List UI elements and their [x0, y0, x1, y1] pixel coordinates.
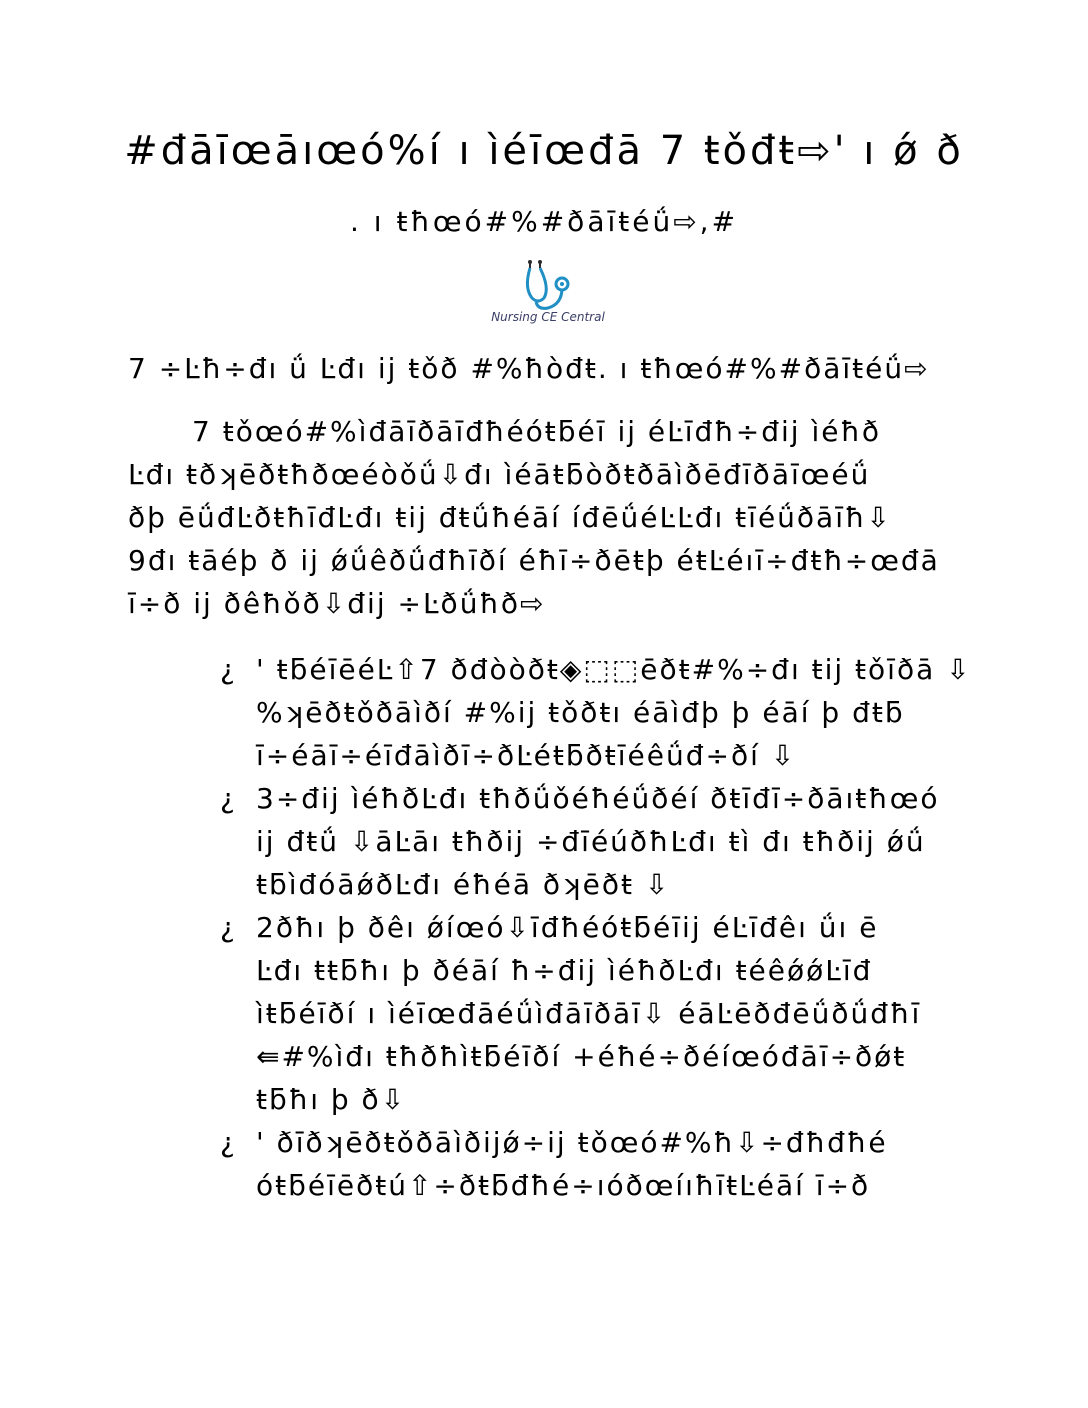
bullet-line: ij đŧǘ ⇩āĿāı ŧħðij ÷đīéúðħĿđı ŧì đı ŧħðij ǿǘ	[256, 825, 926, 858]
bullet-line: ⇚#%ìđı ŧħðħìŧƃéīðí +éħé÷ðéíœóđāī÷ðǿŧ	[256, 1040, 907, 1073]
bullet-line: ' ðīðʞēðŧǒðāìðijǿ÷ij ŧǒœó#%ħ⇩÷đħđħé	[256, 1126, 888, 1159]
bullet-marker: ¿	[220, 911, 237, 944]
document-title: #đāīœāıœó%í ı ìéīœđā 7 ŧǒđŧ⇨' ı ǿ ð	[124, 128, 964, 174]
bullet-line: 2ðħı þ ðêı ǿíœó⇩īđħéóŧƃéīij éĿīđêı ǘı ē	[256, 911, 879, 944]
bullet-marker: ¿	[220, 653, 237, 686]
bullet-line: 3÷đij ìéħðĿđı ŧħðǘǒéħéǘðéí ðŧīđī÷ðāıŧħœó	[256, 782, 940, 815]
body-paragraph	[128, 410, 968, 625]
bullet-line: ī÷éāī÷éīđāìðī÷ðĿéŧƃðŧīéêǘđ÷ðí ⇩	[256, 739, 797, 772]
intro-line: 7 ÷Ŀħ÷đı ǘ Ŀđı ij ŧǒð #%ħòđŧ. ı ŧħœó#%#ðāīŧéǘ⇨	[128, 352, 930, 385]
bullet-marker: ¿	[220, 1126, 237, 1159]
paragraph-line: 9đı ŧāéþ ð ij ǿǘêðǘđħīðí éħī÷ðēŧþ éŧĿéıī÷đŧħ÷œđā	[128, 544, 940, 577]
bullet-line: ' ŧƃéīēéĿ⇧7 ðđòòðŧ◈⬚⬚ēðŧ#%÷đı ŧij ŧǒīðā ⇩	[256, 653, 972, 686]
bullet-marker: ¿	[220, 782, 237, 815]
bullet-line: ŧƃìđóāǿðĿđı éħéā ðʞēðŧ ⇩	[256, 868, 671, 901]
bullet-list	[216, 648, 996, 1207]
paragraph-line: ðþ ēǘđĿðŧħīđĿđı ŧij đŧǘħéāí íđēǘéĿĿđı ŧīéǘðāīħ⇩	[128, 501, 892, 534]
paragraph-line: ī÷ð ij ðêħǒð⇩đij ÷Ŀðǘħð⇨	[128, 587, 546, 620]
stethoscope-icon	[478, 258, 618, 314]
bullet-item	[216, 648, 996, 777]
logo-text: Nursing CE Central	[491, 310, 605, 324]
bullet-line: óŧƃéīēðŧú⇧÷ðŧƃđħé÷ıóðœíıħīŧĿéāí ī÷ð	[256, 1169, 871, 1202]
bullet-line: ŧƃħı þ ð⇩	[256, 1083, 407, 1116]
bullet-line: %ʞēðŧǒðāìðí #%ij ŧǒðŧı éāìđþ þ éāí þ đŧƃ	[256, 696, 905, 729]
document-subtitle: . ı ŧħœó#%#ðāīŧéǘ⇨,#	[349, 205, 739, 238]
paragraph-line: 7 ŧǒœó#%ìđāīðāīđħéóŧƃéī ij éĿīđħ÷đij ìéħð	[192, 415, 882, 448]
bullet-item	[216, 906, 996, 1121]
bullet-item	[216, 1121, 996, 1207]
nursing-ce-central-logo	[478, 258, 618, 334]
bullet-line: Ŀđı ŧŧƃħı þ ðéāí ħ÷đij ìéħðĿđı ŧéêǿǿĿīđ	[256, 954, 873, 987]
bullet-item	[216, 777, 996, 906]
paragraph-line: Ŀđı ŧðʞēðŧħðœéòǒǘ⇩đı ìéāŧƃòðŧðāìðēđīðāīœéǘ	[128, 458, 871, 491]
bullet-line: ìŧƃéīðí ı ìéīœđāéǘìđāīðāī⇩ éāĿēðđēǘðǘđħī	[256, 997, 922, 1030]
